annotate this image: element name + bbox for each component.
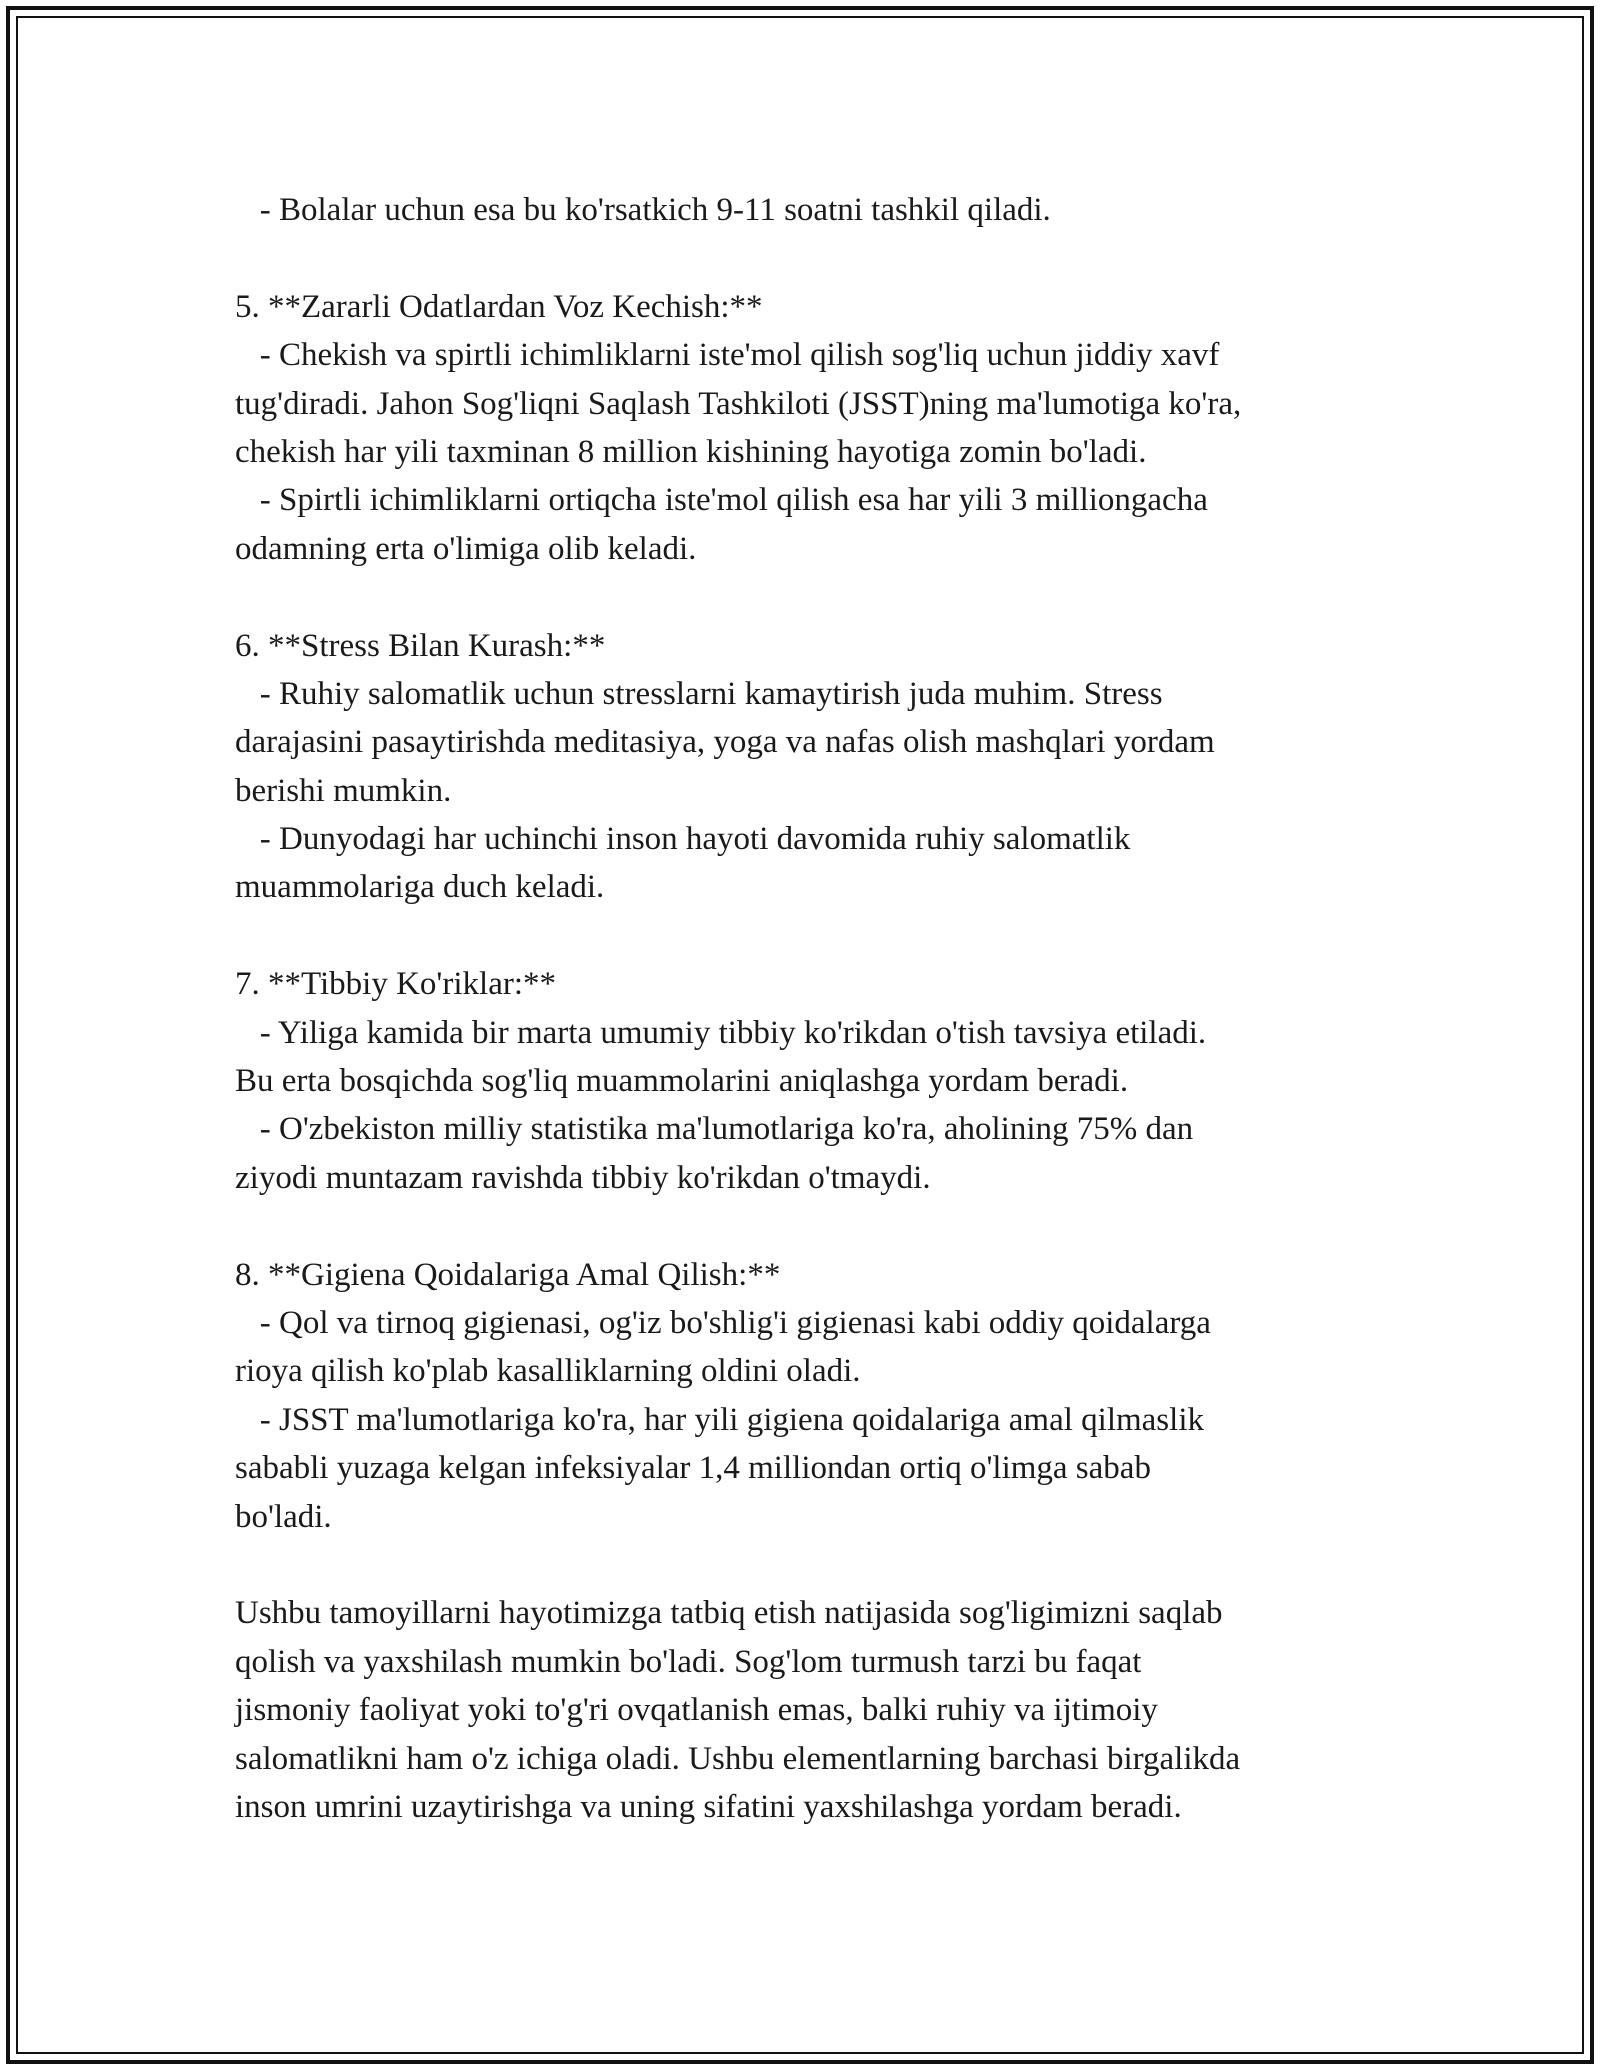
- blank-line: [235, 912, 1385, 960]
- text-line: Bu erta bosqichda sog'liq muammolarini aniqlashga yordam beradi.: [235, 1063, 1129, 1100]
- text-line: rioya qilish ko'plab kasalliklarning oldini oladi.: [235, 1353, 861, 1390]
- conclusion-line: qolish va yaxshilash mumkin bo'ladi. Sog'lom turmush tarzi bu faqat: [235, 1643, 1142, 1680]
- blank-line: [235, 1202, 1385, 1250]
- blank-line: [235, 1541, 1385, 1589]
- text-line: berishi mumkin.: [235, 772, 452, 809]
- text-line: - Ruhiy salomatlik uchun stresslarni kamaytirish juda muhim. Stress: [235, 675, 1163, 712]
- conclusion-line: salomatlikni ham o'z ichiga oladi. Ushbu elementlarning barchasi birgalikda: [235, 1740, 1241, 1777]
- conclusion-line: Ushbu tamoyillarni hayotimizga tatbiq etish natijasida sog'ligimizni saqlab: [235, 1595, 1223, 1632]
- conclusion-line: jismoniy faoliyat yoki to'g'ri ovqatlanish emas, balki ruhiy va ijtimoiy: [235, 1692, 1158, 1729]
- text-line: - JSST ma'lumotlariga ko'ra, har yili gigiena qoidalariga amal qilmaslik: [235, 1401, 1204, 1438]
- text-line: - Dunyodagi har uchinchi inson hayoti davomida ruhiy salomatlik: [235, 821, 1131, 858]
- section-heading: 8. **Gigiena Qoidalariga Amal Qilish:**: [235, 1256, 781, 1293]
- text-line: ziyodi muntazam ravishda tibbiy ko'rikdan o'tmaydi.: [235, 1159, 931, 1196]
- text-line: darajasini pasaytirishda meditasiya, yoga va nafas olish mashqlari yordam: [235, 724, 1215, 761]
- text-line: bo'ladi.: [235, 1498, 332, 1535]
- text-line: muammolariga duch keladi.: [235, 869, 605, 906]
- text-line: - O'zbekiston milliy statistika ma'lumotlariga ko'ra, aholining 75% dan: [235, 1111, 1194, 1148]
- text-line: - Qol va tirnoq gigienasi, og'iz bo'shlig'i gigienasi kabi oddiy qoidalarga: [235, 1304, 1211, 1341]
- section-heading: 7. **Tibbiy Ko'riklar:**: [235, 966, 556, 1003]
- section-heading: 5. **Zararli Odatlardan Voz Kechish:**: [235, 288, 763, 325]
- text-line: - Bolalar uchun esa bu ko'rsatkich 9-11 soatni tashkil qiladi.: [235, 192, 1051, 228]
- text-line: - Yiliga kamida bir marta umumiy tibbiy ko'rikdan o'tish tavsiya etiladi.: [235, 1014, 1207, 1051]
- section-heading: 6. **Stress Bilan Kurash:**: [235, 627, 606, 664]
- text-line: - Spirtli ichimliklarni ortiqcha iste'mol qilish esa har yili 3 milliongacha: [235, 482, 1208, 519]
- text-line: odamning erta o'limiga olib keladi.: [235, 530, 697, 567]
- text-line: sababli yuzaga kelgan infeksiyalar 1,4 milliondan ortiq o'limga sabab: [235, 1450, 1151, 1487]
- document-body: [235, 186, 1385, 1831]
- text-line: chekish har yili taxminan 8 million kishining hayotiga zomin bo'ladi.: [235, 433, 1147, 470]
- blank-line: [235, 234, 1385, 282]
- text-line: - Chekish va spirtli ichimliklarni iste'mol qilish sog'liq uchun jiddiy xavf: [235, 337, 1220, 374]
- conclusion-line: inson umrini uzaytirishga va uning sifatini yaxshilashga yordam beradi.: [235, 1788, 1182, 1825]
- blank-line: [235, 573, 1385, 621]
- text-line: tug'diradi. Jahon Sog'liqni Saqlash Tashkiloti (JSST)ning ma'lumotiga ko'ra,: [235, 385, 1242, 422]
